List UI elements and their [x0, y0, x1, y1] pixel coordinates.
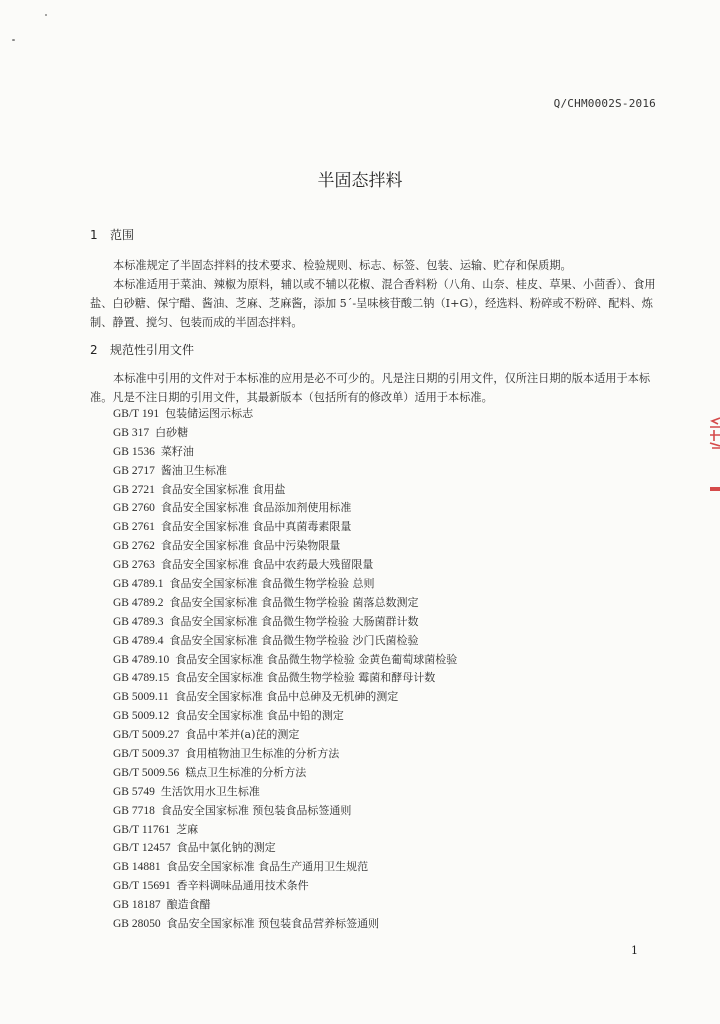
reference-code: GB/T 5009.27 [113, 729, 180, 742]
reference-title: 食品安全国家标准 食品中农药最大残留限量 [160, 558, 374, 572]
reference-code: GB 4789.3 [113, 615, 164, 628]
reference-code: GB/T 5009.37 [113, 748, 180, 761]
reference-code: GB 2717 [113, 464, 155, 477]
reference-list [113, 405, 457, 934]
red-margin-mark [710, 487, 720, 491]
reference-title: 食品安全国家标准 食品微生物学检验 霉菌和酵母计数 [175, 671, 436, 685]
reference-item [113, 537, 457, 556]
reference-item [113, 669, 457, 688]
standard-code: Q/CHM0002S-2016 [553, 97, 656, 110]
reference-title: 食品安全国家标准 食品微生物学检验 沙门氏菌检验 [169, 633, 419, 647]
reference-code: GB 7718 [113, 804, 155, 817]
reference-title: 酿造食醋 [166, 898, 211, 912]
reference-item [113, 443, 457, 462]
reference-title: 食品安全国家标准 预包装食品标签通则 [160, 803, 352, 817]
reference-title: 酱油卫生标准 [160, 463, 227, 477]
reference-title: 食品安全国家标准 食品微生物学检验 菌落总数测定 [169, 595, 419, 609]
reference-item [113, 594, 457, 613]
paragraph-text: 本标准适用于菜油、辣椒为原料，辅以或不辅以花椒、混合香料粉（八角、山奈、桂皮、草果、小茴香）、食用盐、白砂糖、保宁醋、酱油、芝麻、芝麻酱，添加 5´-呈味核苷酸二钠（I+G），经选料、粉碎或不粉碎、配料、炼制、静置、搅匀、包装而成的半固态拌料。 [90, 278, 656, 329]
reference-item [113, 858, 457, 877]
scan-speck [12, 39, 15, 41]
reference-code: GB 2761 [113, 521, 155, 534]
reference-item [113, 424, 457, 443]
reference-title: 食品安全国家标准 食品微生物学检验 大肠菌群计数 [169, 614, 419, 628]
reference-item [113, 632, 457, 651]
reference-title: 芝麻 [176, 822, 199, 836]
section-heading-normative-references [90, 341, 194, 358]
reference-title: 食品中氯化钠的测定 [176, 841, 276, 855]
reference-code: GB 4789.10 [113, 653, 170, 666]
reference-title: 食品安全国家标准 食品中总砷及无机砷的测定 [174, 690, 399, 704]
reference-code: GB 28050 [113, 918, 161, 931]
reference-code: GB/T 5009.56 [113, 766, 180, 779]
paragraph-text: 本标准中引用的文件对于本标准的应用是必不可少的。凡是注日期的引用文件，仅所注日期的版本适用于本标准。凡是不注日期的引用文件，其最新版本（包括所有的修改单）适用于本标准。 [90, 372, 651, 404]
reference-code: GB 4789.1 [113, 578, 164, 591]
reference-code: GB 5009.11 [113, 691, 169, 704]
section-title: 范围 [110, 228, 135, 242]
reference-item [113, 745, 457, 764]
reference-item [113, 556, 457, 575]
reference-item [113, 499, 457, 518]
section-title: 规范性引用文件 [110, 343, 195, 357]
reference-code: GB 4789.4 [113, 634, 164, 647]
reference-code: GB/T 15691 [113, 880, 171, 893]
section-heading-scope [90, 226, 134, 243]
reference-item [113, 839, 457, 858]
reference-title: 食品安全国家标准 预包装食品营养标签通则 [166, 917, 380, 931]
reference-code: GB 4789.15 [113, 672, 170, 685]
reference-code: GB 2763 [113, 559, 155, 572]
reference-item [113, 802, 457, 821]
reference-title: 白砂糖 [155, 425, 189, 439]
reference-title: 食品安全国家标准 食用盐 [160, 482, 286, 496]
document-title: 半固态拌料 [317, 171, 403, 191]
page-number: 1 [631, 944, 638, 957]
reference-item [113, 575, 457, 594]
reference-item [113, 877, 457, 896]
scope-paragraph-1 [90, 256, 662, 275]
reference-title: 生活饮用水卫生标准 [160, 784, 260, 798]
reference-code: GB 5749 [113, 785, 155, 798]
reference-item [113, 915, 457, 934]
reference-title: 食品安全国家标准 食品生产通用卫生规范 [166, 860, 369, 874]
reference-title: 香辛料调味品通用技术条件 [176, 879, 309, 893]
scope-paragraph-2 [90, 275, 662, 332]
reference-item [113, 896, 457, 915]
reference-title: 包装储运图示标志 [165, 407, 254, 420]
reference-code: GB 18187 [113, 899, 161, 912]
reference-code: GB 2721 [113, 483, 155, 496]
reference-title: 食品中苯并(a)芘的测定 [185, 728, 300, 742]
reference-code: GB 5009.12 [113, 710, 170, 723]
red-margin-stamp [706, 415, 720, 455]
reference-code: GB 1536 [113, 445, 155, 458]
scan-speck [45, 14, 47, 16]
reference-item [113, 764, 457, 783]
reference-item [113, 518, 457, 537]
reference-item [113, 821, 457, 840]
reference-item [113, 613, 457, 632]
reference-title: 食用植物油卫生标准的分析方法 [185, 747, 340, 761]
reference-code: GB 317 [113, 426, 150, 439]
reference-code: GB 2760 [113, 502, 155, 515]
reference-title: 食品安全国家标准 食品中真菌毒素限量 [160, 520, 352, 534]
references-intro-paragraph [90, 369, 662, 407]
reference-item [113, 481, 457, 500]
reference-item [113, 783, 457, 802]
reference-item [113, 462, 457, 481]
reference-code: GB 2762 [113, 540, 155, 553]
reference-item [113, 707, 457, 726]
reference-title: 食品安全国家标准 食品添加剂使用标准 [160, 501, 352, 515]
reference-item [113, 651, 457, 670]
reference-item [113, 405, 457, 424]
reference-item [113, 688, 457, 707]
paragraph-text: 本标准规定了半固态拌料的技术要求、检验规则、标志、标签、包装、运输、贮存和保质期。 [113, 259, 572, 272]
reference-title: 食品安全国家标准 食品中铅的测定 [175, 709, 344, 723]
section-number: 1 [90, 228, 98, 242]
reference-code: GB/T 191 [113, 408, 160, 420]
reference-code: GB/T 12457 [113, 842, 171, 855]
reference-code: GB/T 11761 [113, 823, 171, 836]
reference-code: GB 14881 [113, 861, 161, 874]
reference-title: 食品安全国家标准 食品中污染物限量 [160, 539, 341, 553]
reference-title: 菜籽油 [160, 444, 194, 458]
section-number: 2 [90, 343, 98, 357]
reference-item [113, 726, 457, 745]
reference-title: 食品安全国家标准 食品微生物学检验 总则 [169, 577, 375, 591]
reference-code: GB 4789.2 [113, 596, 164, 609]
reference-title: 糕点卫生标准的分析方法 [185, 765, 307, 779]
reference-title: 食品安全国家标准 食品微生物学检验 金黄色葡萄球菌检验 [175, 652, 458, 666]
